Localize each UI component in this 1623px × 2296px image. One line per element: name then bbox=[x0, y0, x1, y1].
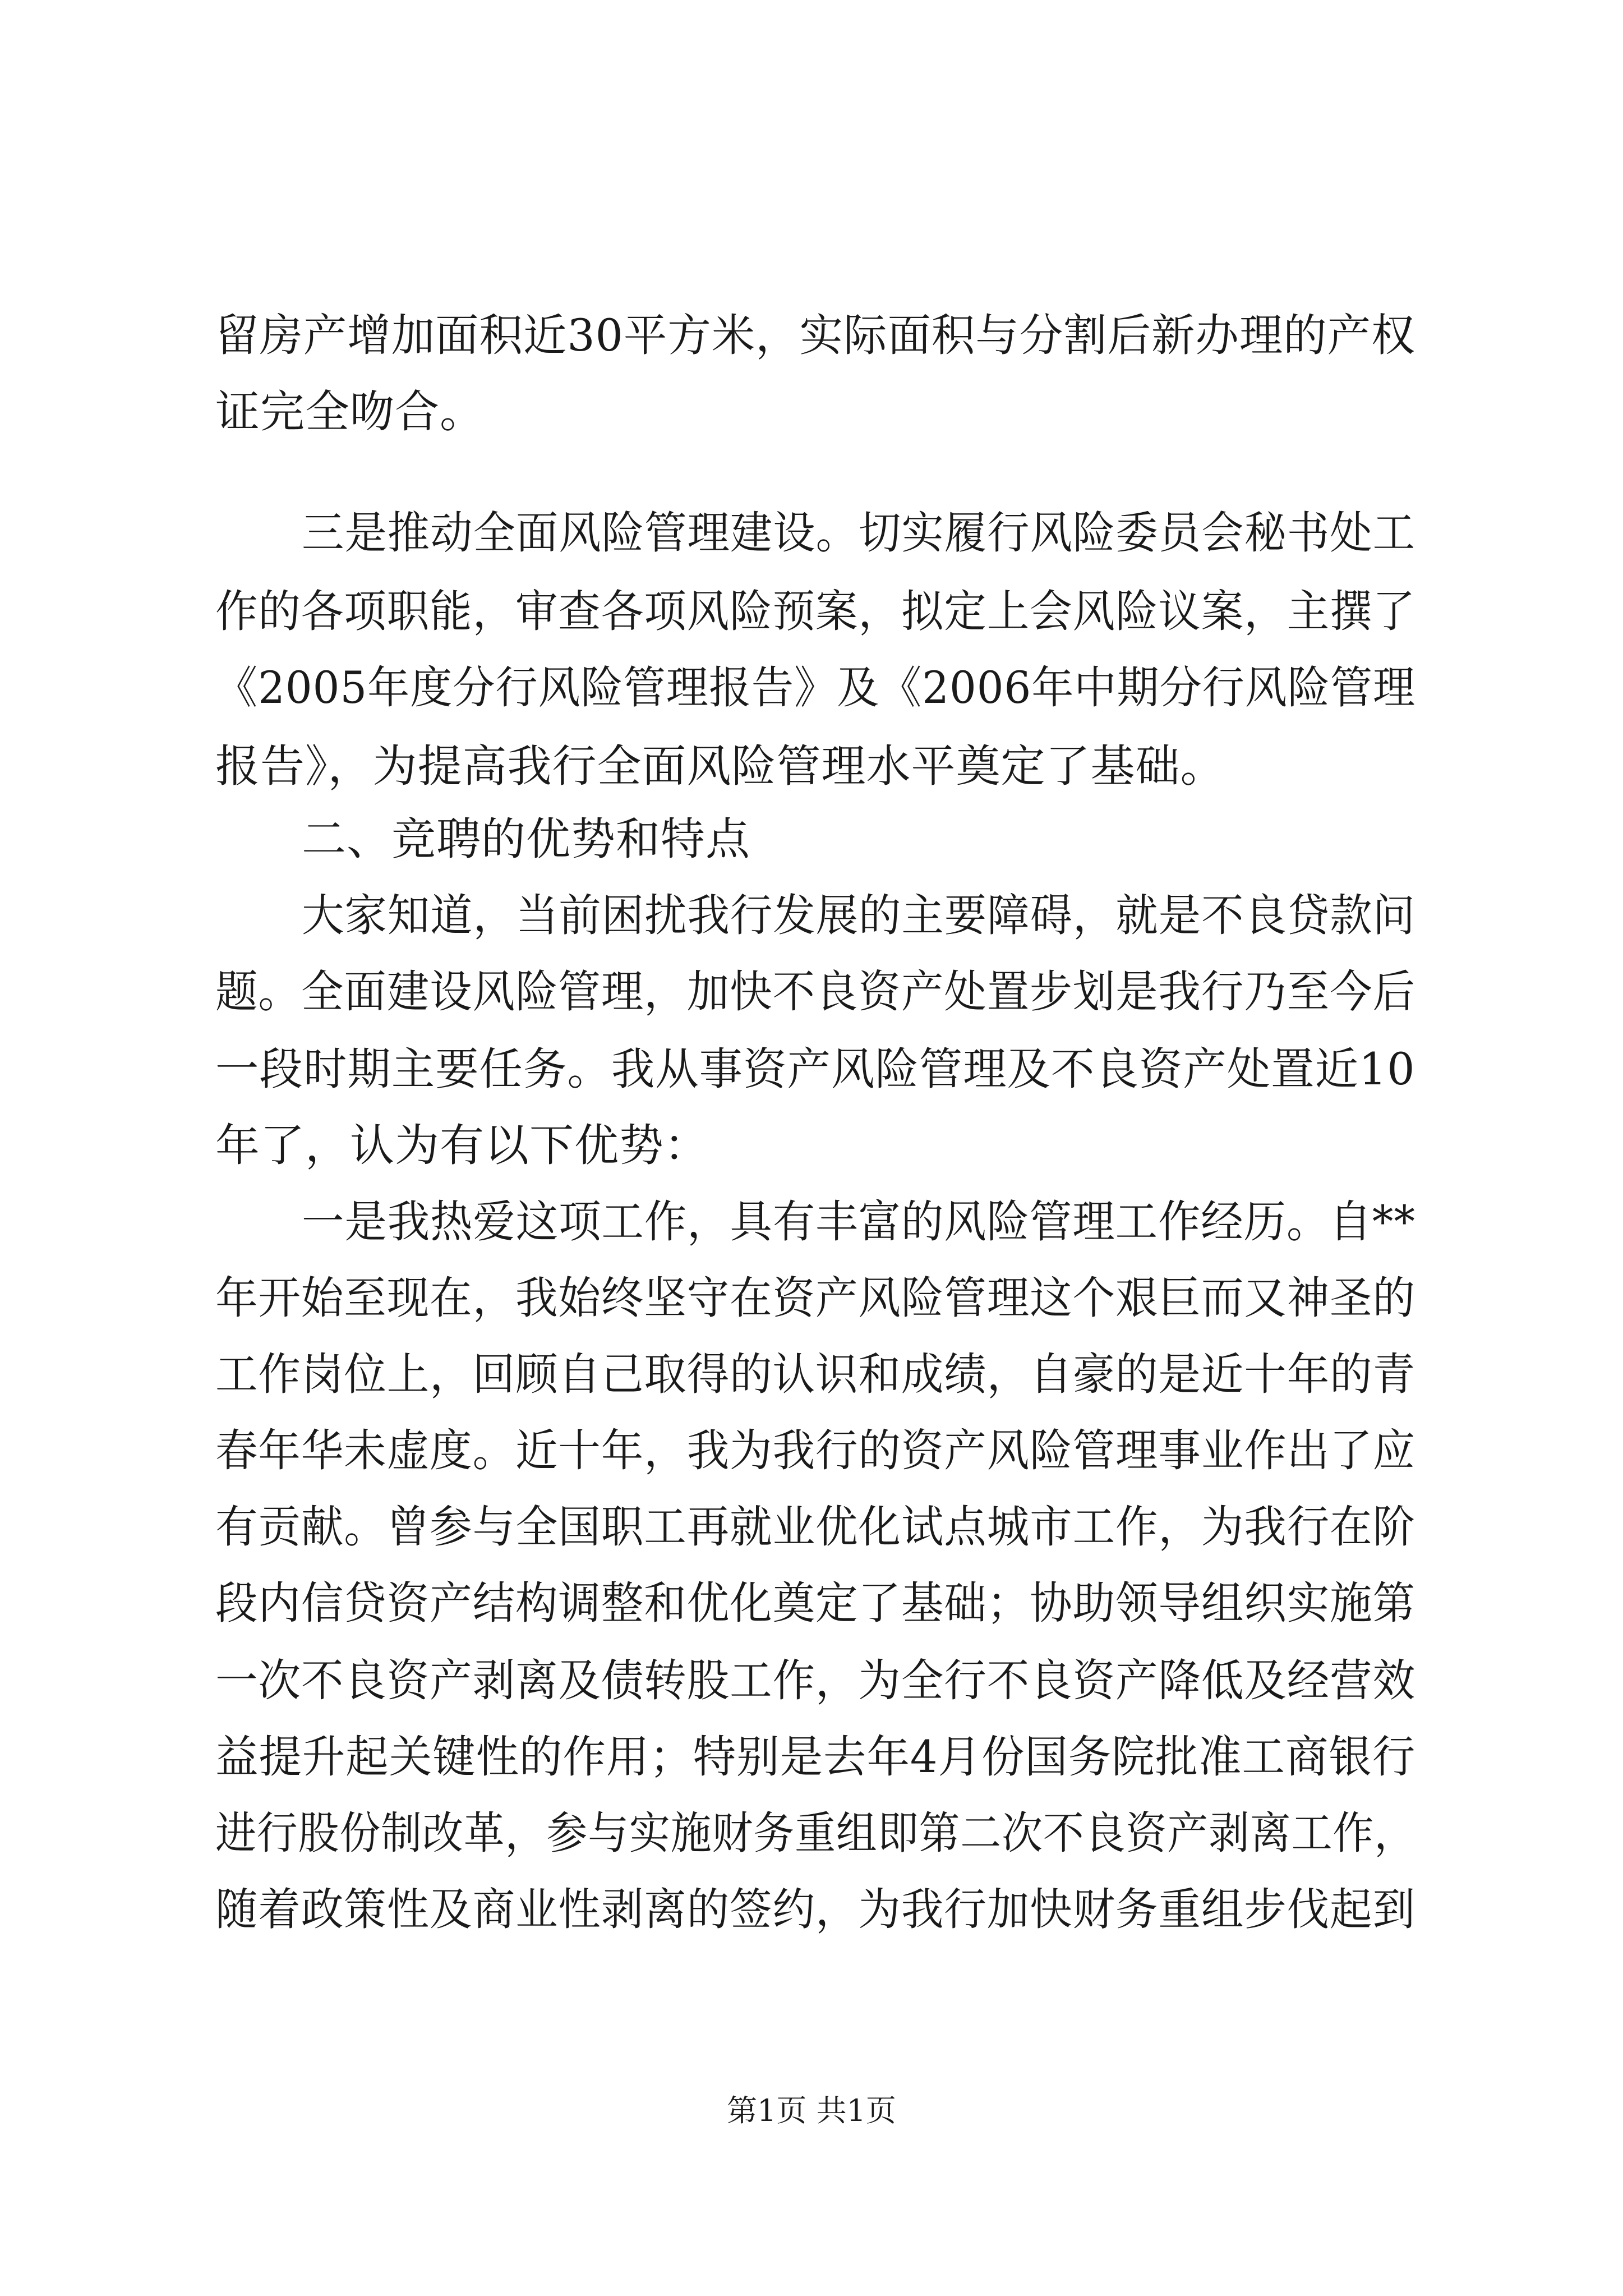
body-line: 年了，认为有以下优势： bbox=[215, 1120, 709, 1171]
body-line: 一段时期主要任务。我从事资产风险管理及不良资产处置近10 bbox=[215, 1043, 1415, 1095]
body-line: 作的各项职能，审查各项风险预案，拟定上会风险议案，主撰了 bbox=[215, 586, 1415, 637]
body-line: 题。全面建设风险管理，加快不良资产处置步划是我行乃至今后 bbox=[215, 966, 1415, 1018]
body-line: 有贡献。曾参与全国职工再就业优化试点城市工作，为我行在阶 bbox=[215, 1501, 1415, 1553]
body-line: 工作岗位上，回顾自己取得的认识和成绩，自豪的是近十年的青 bbox=[215, 1349, 1415, 1400]
page-number-footer: 第1页 共1页 bbox=[727, 2093, 896, 2128]
body-line: 大家知道，当前困扰我行发展的主要障碍，就是不良贷款问 bbox=[302, 890, 1415, 941]
body-line: 三是推动全面风险管理建设。切实履行风险委员会秘书处工 bbox=[302, 507, 1415, 559]
body-line: 随着政策性及商业性剥离的签约，为我行加快财务重组步伐起到 bbox=[215, 1884, 1415, 1935]
body-line: 段内信贷资产结构调整和优化奠定了基础；协助领导组织实施第 bbox=[215, 1577, 1415, 1629]
body-line: 一是我热爱这项工作，具有丰富的风险管理工作经历。自** bbox=[302, 1196, 1415, 1248]
body-line: 留房产增加面积近30平方米，实际面积与分割后新办理的产权 bbox=[215, 310, 1415, 361]
section-heading: 二、竞聘的优势和特点 bbox=[302, 813, 750, 865]
body-line: 年开始至现在，我始终坚守在资产风险管理这个艰巨而又神圣的 bbox=[215, 1272, 1415, 1324]
body-line: 证完全吻合。 bbox=[215, 386, 485, 438]
body-line: 春年华未虚度。近十年，我为我行的资产风险管理事业作出了应 bbox=[215, 1425, 1415, 1476]
body-line: 报告》，为提高我行全面风险管理水平奠定了基础。 bbox=[215, 740, 1225, 792]
body-line: 益提升起关键性的作用；特别是去年4月份国务院批准工商银行 bbox=[215, 1731, 1416, 1783]
body-line: 《2005年度分行风险管理报告》及《2006年中期分行风险管理 bbox=[215, 662, 1416, 714]
body-line: 一次不良资产剥离及债转股工作，为全行不良资产降低及经营效 bbox=[215, 1655, 1415, 1706]
body-line: 进行股份制改革，参与实施财务重组即第二次不良资产剥离工作， bbox=[215, 1807, 1415, 1859]
